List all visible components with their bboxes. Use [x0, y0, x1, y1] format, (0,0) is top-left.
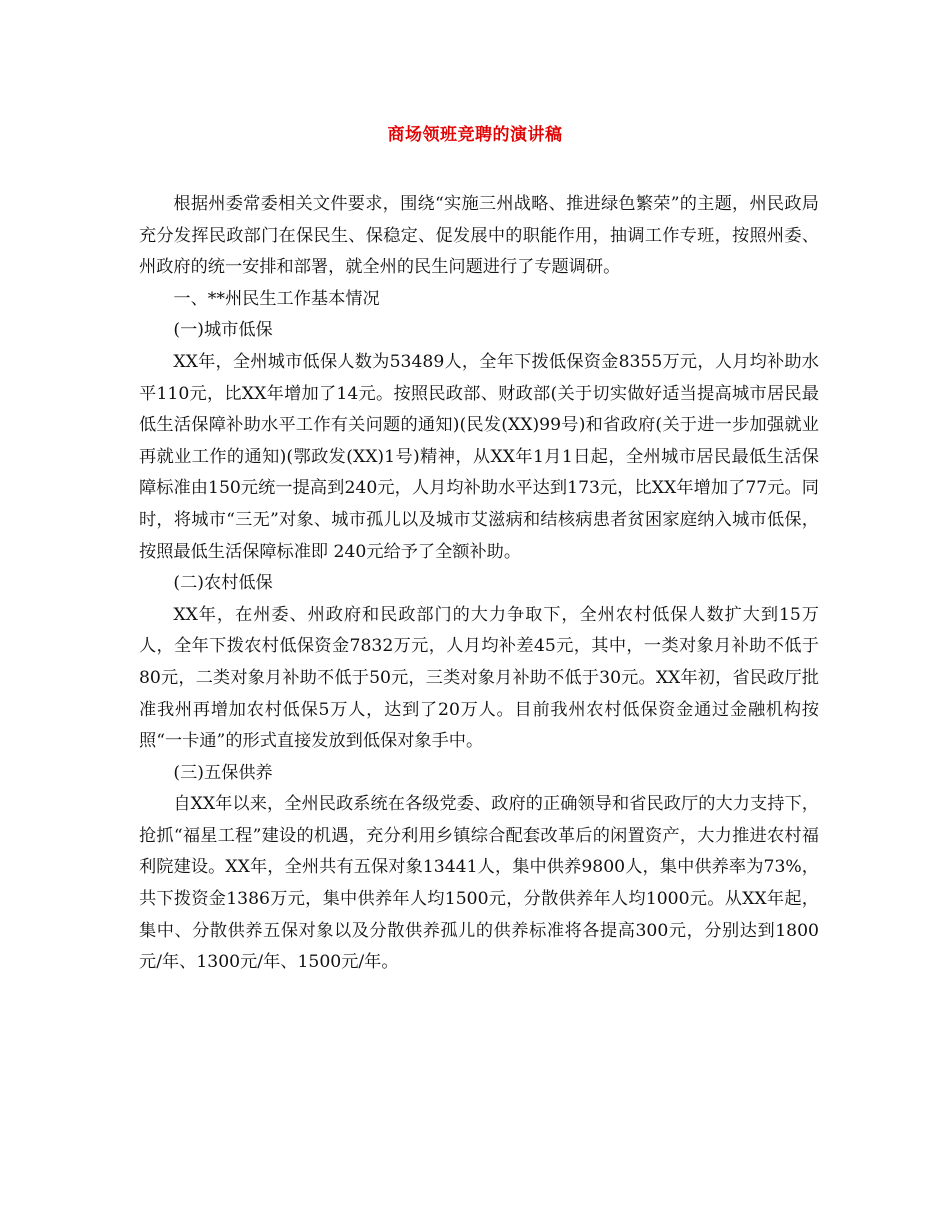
paragraph-rural-subsistence: XX年，在州委、州政府和民政部门的大力争取下，全州农村低保人数扩大到15万人，全年下拨农村低保资金7832万元，人月均补差45元，其中，一类对象月补助不低于80元，二类对象月补助不低于50元，三类对象月补助不低于30元。XX年初，省民政厅批准我州再增加农村低保5万人，达到了20万人。目前我州农村低保资金通过金融机构按照“一卡通”的形式直接发放到低保对象手中。	[139, 604, 819, 752]
document-body	[139, 189, 819, 979]
paragraph-urban-subsistence: XX年，全州城市低保人数为53489人，全年下拨低保资金8355万元，人月均补助水平110元，比XX年增加了14元。按照民政部、财政部(关于切实做好适当提高城市居民最低生活保障补助水平工作有关问题的通知)(民发(XX)99号)和省政府(关于进一步加强就业再就业工作的通知)(鄂政发(XX)1号)精神，从XX年1月1日起，全州城市居民最低生活保障标准由150元统一提高到240元，人月均补助水平达到173元，比XX年增加了77元。同时，将城市“三无”对象、城市孤儿以及城市艾滋病和结核病患者贫困家庭纳入城市低保，按照最低生活保障标准即 240元给予了全额补助。	[139, 351, 819, 562]
subheading-urban-subsistence: (一)城市低保	[173, 320, 273, 341]
document-title: 商场领班竞聘的演讲稿	[387, 125, 563, 145]
subheading-rural-subsistence: (二)农村低保	[173, 573, 273, 594]
section-heading-basic-situation: 一、**州民生工作基本情况	[173, 288, 380, 309]
subheading-five-guarantees: (三)五保供养	[173, 762, 273, 783]
paragraph-five-guarantees: 自XX年以来，全州民政系统在各级党委、政府的正确领导和省民政厅的大力支持下，抢抓“福星工程”建设的机遇，充分利用乡镇综合配套改革后的闲置资产，大力推进农村福利院建设。XX年，全州共有五保对象13441人，集中供养9800人，集中供养率为73%，共下拨资金1386万元，集中供养年人均1500元，分散供养年人均1000元。从XX年起，集中、分散供养五保对象以及分散供养孤儿的供养标准将各提高300元，分别达到1800元/年、1300元/年、1500元/年。	[139, 794, 819, 973]
intro-paragraph: 根据州委常委相关文件要求，围绕“实施三州战略、推进绿色繁荣”的主题，州民政局充分发挥民政部门在保民生、保稳定、促发展中的职能作用，抽调工作专班，按照州委、州政府的统一安排和部署，就全州的民生问题进行了专题调研。	[139, 194, 819, 278]
